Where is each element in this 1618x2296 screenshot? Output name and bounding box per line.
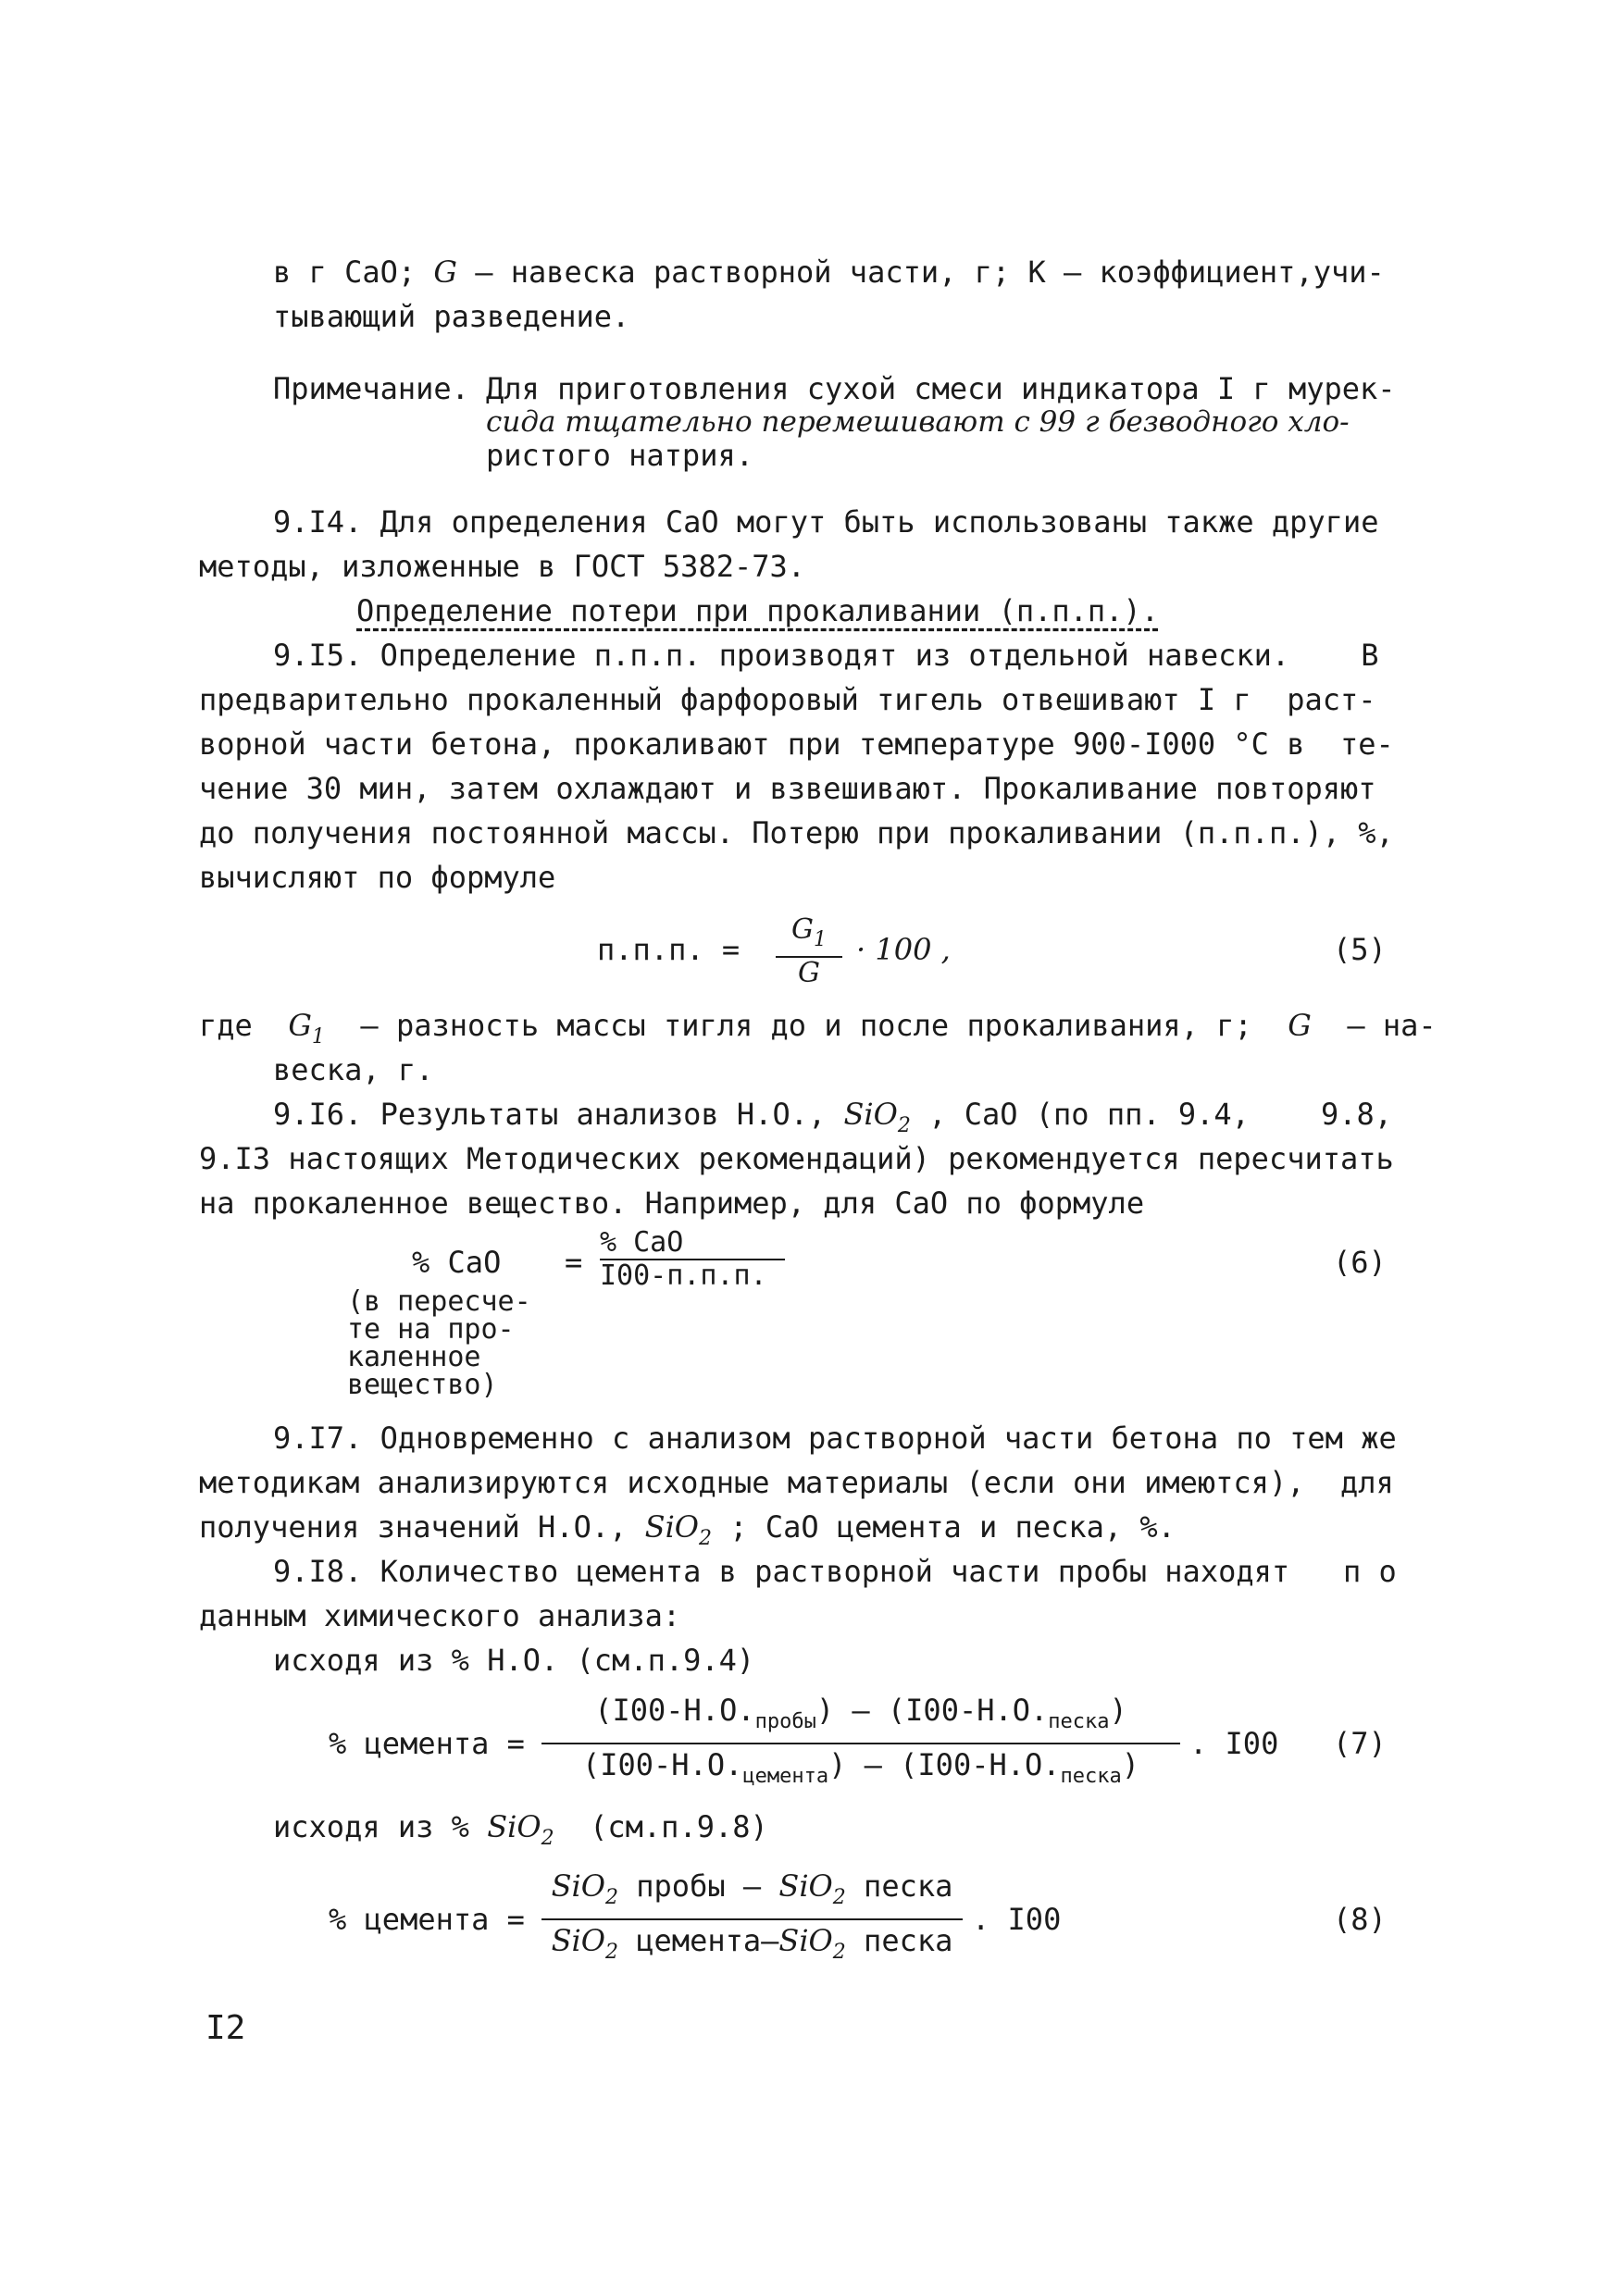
p916-line-2: 9.I3 настоящих Методических рекомендаций) рекомендуется пересчитать bbox=[199, 1141, 1394, 1176]
formula8-lhs: % цемента = bbox=[329, 1902, 525, 1937]
formula8-mult: . I00 bbox=[972, 1902, 1062, 1937]
formula5-numerator: $G_1$ bbox=[791, 913, 827, 951]
formula5-mult: · 100 , bbox=[856, 932, 951, 967]
p917-line-2: методикам анализируются исходные материалы (если они имеются), для bbox=[199, 1465, 1394, 1500]
formula7-fraction bbox=[541, 1690, 1180, 1797]
p915-line-1: 9.I5. Определение п.п.п. производят из отдельной навески. В bbox=[273, 638, 1379, 673]
sio2-symbol: SiO$_2$ bbox=[487, 1809, 554, 1850]
where5-line-1: где $G_1$ – разность массы тигля до и после прокаливания, г; G – на- bbox=[199, 1008, 1437, 1049]
formula6-caption-2: те на про- bbox=[347, 1313, 515, 1346]
p916-line-3: на прокаленное вещество. Например, для CaO по формуле bbox=[199, 1185, 1145, 1221]
sio2-symbol: SiO$_2$ bbox=[843, 1097, 911, 1137]
p918-line-1: 9.I8. Количество цемента в растворной части пробы находят п о bbox=[273, 1554, 1397, 1589]
p915-line-5: до получения постоянной массы. Потерю при прокаливании (п.п.п.), %, bbox=[199, 815, 1394, 850]
formula6-caption-3: каленное bbox=[347, 1341, 481, 1373]
formula6-lhs: % CaO bbox=[412, 1245, 502, 1280]
symbol-g: G bbox=[1288, 1008, 1312, 1043]
p914-line-2: методы, изложенные в ГОСТ 5382-73. bbox=[199, 549, 806, 584]
formula6-numerator: % CaO bbox=[600, 1226, 684, 1259]
p915-line-2: предварительно прокаленный фарфоровый тигель отвешивают I г раст- bbox=[199, 682, 1376, 717]
note-line-2: сида тщательно перемешивают с 99 г безводного хло- bbox=[486, 405, 1350, 439]
formula6-denominator: I00-п.п.п. bbox=[600, 1260, 767, 1292]
note-line-3: ристого натрия. bbox=[486, 438, 753, 473]
sio2-line: исходя из % SiO$_2$ (см.п.9.8) bbox=[273, 1809, 768, 1850]
note-label: Примечание. bbox=[273, 371, 469, 406]
p915-line-3: ворной части бетона, прокаливают при температуре 900-I000 °С в те- bbox=[199, 726, 1394, 762]
intro-line-1 bbox=[273, 250, 1385, 294]
page-number: I2 bbox=[205, 2009, 246, 2047]
formula8-denominator: SiO$_2$ цемента–SiO$_2$ песка bbox=[551, 1923, 953, 1964]
p918-line-3: исходя из % Н.О. (см.п.9.4) bbox=[273, 1643, 755, 1678]
intro-line-2: тывающий разведение. bbox=[273, 299, 630, 334]
sio2-symbol: SiO$_2$ bbox=[644, 1509, 713, 1550]
formula6-eq: = bbox=[565, 1245, 583, 1280]
formula8-numerator: SiO$_2$ пробы – SiO$_2$ песка bbox=[551, 1868, 953, 1909]
p916-line-1: 9.I6. Результаты анализов Н.О., SiO$_2$ , CaO (по пп. 9.4, 9.8, bbox=[273, 1097, 1393, 1137]
formula8-number: (8) bbox=[1333, 1902, 1387, 1937]
symbol-g: G bbox=[433, 254, 457, 290]
symbol-g1: $G_1$ bbox=[288, 1008, 325, 1049]
p915-line-6: вычисляют по формуле bbox=[199, 860, 556, 895]
formula5-number: (5) bbox=[1333, 932, 1387, 967]
heading-ppp: Определение потери при прокаливании (п.п.п.). bbox=[356, 593, 1159, 628]
formula7-denominator: $(I00-Н.О._{цемента}) - (I00-Н.О._{песка})$ bbox=[581, 1747, 1140, 1788]
p915-line-4: чение 30 мин, затем охлаждают и взвешивают. Прокаливание повторяют bbox=[199, 771, 1376, 806]
formula6-number: (6) bbox=[1333, 1245, 1387, 1280]
formula6-caption-4: вещество) bbox=[347, 1369, 498, 1401]
formula5-lhs: п.п.п. = bbox=[597, 932, 741, 967]
formula5-fraction bbox=[776, 914, 842, 989]
formula7-lhs: % цемента = bbox=[329, 1726, 525, 1761]
text: – навеска растворной части, г; К – коэффициент,учи- bbox=[475, 254, 1385, 290]
note-line-1: Для приготовления сухой смеси индикатора I г мурек- bbox=[486, 371, 1396, 406]
formula5-denominator: G bbox=[798, 957, 820, 989]
p917-line-1: 9.I7. Одновременно с анализом растворной части бетона по тем же bbox=[273, 1421, 1397, 1456]
formula6-caption-1: (в пересче- bbox=[347, 1285, 531, 1318]
formula7-mult: . I00 bbox=[1189, 1726, 1279, 1761]
formula7-numerator: $(I00-Н.О._{пробы}) - (I00-Н.О._{песка})$ bbox=[594, 1693, 1127, 1733]
formula7-number: (7) bbox=[1333, 1726, 1387, 1761]
where5-line-2: веска, г. bbox=[273, 1052, 434, 1087]
formula8-fraction bbox=[541, 1866, 963, 1973]
text: в г CaO; bbox=[273, 254, 417, 290]
p918-line-2: данным химического анализа: bbox=[199, 1598, 681, 1633]
p914-line-1: 9.I4. Для определения CaO могут быть использованы также другие bbox=[273, 504, 1379, 540]
p917-line-3: получения значений Н.О., SiO$_2$ ; CaO цемента и песка, %. bbox=[199, 1509, 1176, 1550]
formula6-fraction bbox=[600, 1227, 785, 1292]
